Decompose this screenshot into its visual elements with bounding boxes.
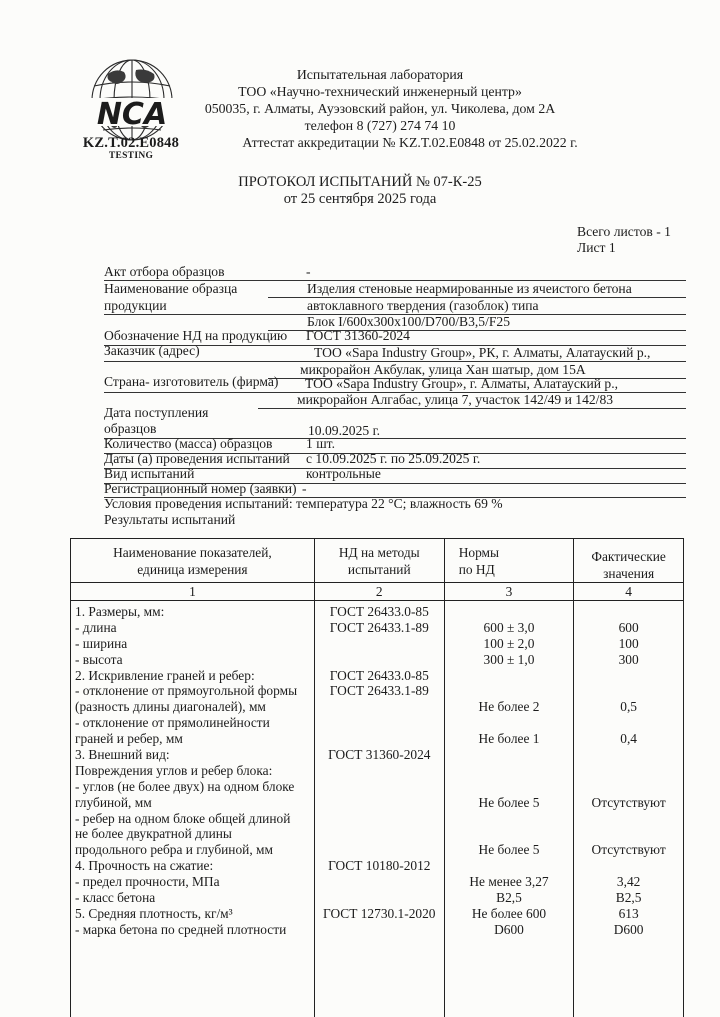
manufacturer-label: Страна- изготовитель (фирма) [104,374,279,389]
customer-line-1: ТОО «Sapa Industry Group», РК, г. Алматы, Алатауский р., [314,345,651,360]
table-cell-col2-line-14 [315,826,444,842]
table-cell-col3-line-1: 600 ± 3,0 [483,619,535,635]
customer-label: Заказчик (адрес) [104,343,200,358]
table-cell-col3-line-9 [445,747,574,763]
table-cell-col3-line-17: Не менее 3,27 [469,874,549,890]
nd-label: Обозначение НД на продукцию [104,328,288,343]
address: 050035, г. Алматы, Ауэзовский район, ул. Чиколева, дом 2А [204,101,556,116]
table-cell-col1-line-17: - предел прочности, МПа [75,874,220,890]
table-cell-col2-line-20 [315,922,444,938]
header-norms: Нормы по НД [444,539,574,583]
lab-name: Испытательная лаборатория [296,67,464,82]
table-cell-col2-line-1: ГОСТ 26433.1-89 [329,619,429,635]
protocol-title: ПРОТОКОЛ ИСПЫТАНИЙ № 07-К-25 [238,174,482,190]
table-cell-col2-line-10 [315,763,444,779]
total-sheets: Всего листов - 1 [577,224,671,239]
actual-values-column [574,601,684,1017]
table-cell-col1-line-16: 4. Прочность на сжатие: [75,858,214,874]
receipt-label-2: образцов [104,421,157,436]
table-cell-col4-line-2: 100 [618,635,639,651]
table-cell-col2-line-8 [315,731,444,747]
test-dates-value: с 10.09.2025 г. по 25.09.2025 г. [306,451,481,466]
manufacturer-line-1: ТОО «Sapa Industry Group», г. Алматы, Алатауский р., [305,376,619,391]
sampling-act-value: - [306,264,311,279]
current-sheet: Лист 1 [577,240,616,255]
table-cell-col2-line-13 [315,811,444,827]
testing-label: TESTING [108,151,154,161]
table-cell-col1-line-19: 5. Средняя плотность, кг/м³ [75,905,233,921]
table-cell-col1-line-14: не более двукратной длины [75,826,232,842]
table-cell-col1-line-7: - отклонение от прямолинейности [75,715,270,731]
col-number-2: 2 [314,583,444,601]
accreditation-certificate: Аттестат аккредитации № KZ.T.02.E0848 от 25.02.2022 г. [242,135,578,150]
table-cell-col4-line-3: 300 [618,651,639,667]
table-cell-col2-line-15 [315,842,444,858]
table-cell-col2-line-18 [315,890,444,906]
table-cell-col1-line-1: - длина [75,619,117,635]
table-cell-col3-line-11 [445,779,574,795]
table-cell-col4-line-8: 0,4 [620,731,637,747]
table-cell-col2-line-9: ГОСТ 31360-2024 [328,747,431,763]
customer-line-2: микрорайон Акбулак, улица Хан шатыр, дом 15А [300,362,586,377]
table-cell-col2-line-5: ГОСТ 26433.1-89 [329,683,429,699]
table-cell-col1-line-4: 2. Искривление граней и ребер: [75,667,255,683]
nd-value: ГОСТ 31360-2024 [306,328,410,343]
table-cell-col1-line-5: - отклонение от прямоугольной формы [75,683,298,699]
phone: телефон 8 (727) 274 74 10 [304,118,456,133]
table-cell-col4-line-15: Отсутствуют [591,842,666,858]
manufacturer-underline-2 [258,408,686,409]
col-number-1: 1 [71,583,315,601]
sampling-act-label: Акт отбора образцов [104,264,225,279]
table-cell-col1-line-12: глубиной, мм [75,794,152,810]
table-cell-col3-line-2: 100 ± 2,0 [483,635,535,651]
table-cell-col2-line-2 [315,636,444,652]
table-cell-col4-line-16 [574,858,683,874]
table-cell-col3-line-4 [445,668,574,684]
table-cell-col3-line-20: D600 [494,921,524,937]
table-cell-col4-line-6: 0,5 [620,699,637,715]
table-cell-col4-line-4 [574,668,683,684]
quantity-value: 1 шт. [306,436,335,451]
table-cell-col2-line-19: ГОСТ 12730.1-2020 [323,905,436,921]
table-cell-col1-line-13: - ребер на одном блоке общей длиной [75,810,291,826]
table-cell-col1-line-3: - высота [75,651,123,667]
table-cell-col1-line-9: 3. Внешний вид: [75,747,170,763]
table-cell-col4-line-12: Отсутствуют [591,794,666,810]
table-cell-col3-line-3: 300 ± 1,0 [483,651,535,667]
table-cell-col2-line-11 [315,779,444,795]
col-number-4: 4 [574,583,684,601]
test-type-label: Вид испытаний [104,466,195,481]
table-cell-col2-line-7 [315,715,444,731]
indicators-column [71,601,315,1017]
table-cell-col4-line-14 [574,826,683,842]
table-cell-col1-line-8: граней и ребер, мм [75,731,183,747]
table-cell-col2-line-12 [315,795,444,811]
table-cell-col2-line-17 [315,874,444,890]
table-cell-col4-line-5 [574,683,683,699]
table-number-row [71,583,684,601]
company-name: ТОО «Научно-технический инженерный центр» [238,84,522,99]
product-name-1: Изделия стеновые неармированные из ячеистого бетона [307,281,632,296]
methods-column [314,601,444,1017]
product-name-3: Блок I/600x300x100/D700/B3,5/F25 [307,314,511,329]
svg-text:NCA: NCA [96,97,168,132]
table-cell-col3-line-13 [445,811,574,827]
table-cell-col1-line-18: - класс бетона [75,890,156,906]
table-cell-col2-line-3 [315,652,444,668]
table-cell-col2-line-0: ГОСТ 26433.0-85 [329,604,429,619]
product-name-label: Наименование образца [104,281,238,296]
receipt-label: Дата поступления [104,405,209,420]
table-cell-col2-line-4: ГОСТ 26433.0-85 [329,667,429,683]
table-cell-col1-line-10: Повреждения углов и ребер блока: [75,762,273,778]
table-cell-col1-line-6: (разность длины диагоналей), мм [75,699,266,715]
protocol-date: от 25 сентября 2025 года [283,191,437,207]
quantity-label: Количество (масса) образцов [104,436,273,451]
results-table [70,538,684,1017]
reg-number-label: Регистрационный номер (заявки) [104,481,297,496]
table-cell-col4-line-13 [574,811,683,827]
table-cell-col3-line-6: Не более 2 [478,699,540,715]
table-cell-col3-line-14 [445,826,574,842]
table-cell-col4-line-18: B2,5 [615,890,642,906]
table-cell-col3-line-18: B2,5 [496,890,522,906]
test-type-value: контрольные [306,466,381,481]
table-cell-col1-line-0: 1. Размеры, мм: [75,604,165,619]
table-cell-col3-line-7 [445,715,574,731]
table-cell-col3-line-19: Не более 600 [471,905,547,921]
table-cell-col4-line-20: D600 [613,921,644,937]
table-cell-col4-line-11 [574,779,683,795]
table-cell-col3-line-8: Не более 1 [478,731,540,747]
table-cell-col4-line-1: 600 [618,619,639,635]
table-cell-col1-line-11: - углов (не более двух) на одном блоке [75,778,295,794]
table-cell-col1-line-2: - ширина [75,635,128,651]
table-cell-col3-line-15: Не более 5 [478,842,540,858]
product-name-label-2: продукции [104,298,167,313]
table-cell-col4-line-10 [574,763,683,779]
receipt-value: 10.09.2025 г. [308,423,381,438]
manufacturer-line-2: микрорайон Алгабас, улица 7, участок 142/49 и 142/83 [297,392,614,407]
accreditation-number: KZ.T.02.E0848 [82,135,180,151]
table-cell-col3-line-12: Не более 5 [478,794,540,810]
test-dates-label: Даты (а) проведения испытаний [104,451,290,466]
test-conditions: Условия проведения испытаний: температура 22 °С; влажность 69 % [104,496,503,511]
product-name-2: автоклавного твердения (газоблок) типа [307,298,539,313]
results-label: Результаты испытаний [104,512,236,527]
table-cell-col2-line-16: ГОСТ 10180-2012 [328,858,431,874]
table-cell-col3-line-16 [445,858,574,874]
table-cell-col3-line-5 [445,683,574,699]
col-number-3: 3 [444,583,574,601]
table-cell-col3-line-0 [445,604,574,620]
table-cell-col4-line-0 [574,604,683,620]
table-cell-col1-line-15: продольного ребра и глубиной, мм [75,842,273,858]
table-body-row [71,601,684,1017]
norms-column [444,601,574,1017]
reg-number-value: - [302,481,307,496]
header-indicator: Наименование показателей, единица измерения [71,539,315,583]
table-header-row [71,539,684,583]
table-cell-col4-line-9 [574,747,683,763]
table-cell-col4-line-19: 613 [618,905,639,921]
table-cell-col1-line-20: - марка бетона по средней плотности [75,921,287,937]
header-method: НД на методы испытаний [314,539,444,583]
table-cell-col4-line-7 [574,715,683,731]
header-actual: Фактические значения [574,539,684,583]
table-cell-col4-line-17: 3,42 [616,874,641,890]
table-cell-col3-line-10 [445,763,574,779]
table-cell-col2-line-6 [315,699,444,715]
